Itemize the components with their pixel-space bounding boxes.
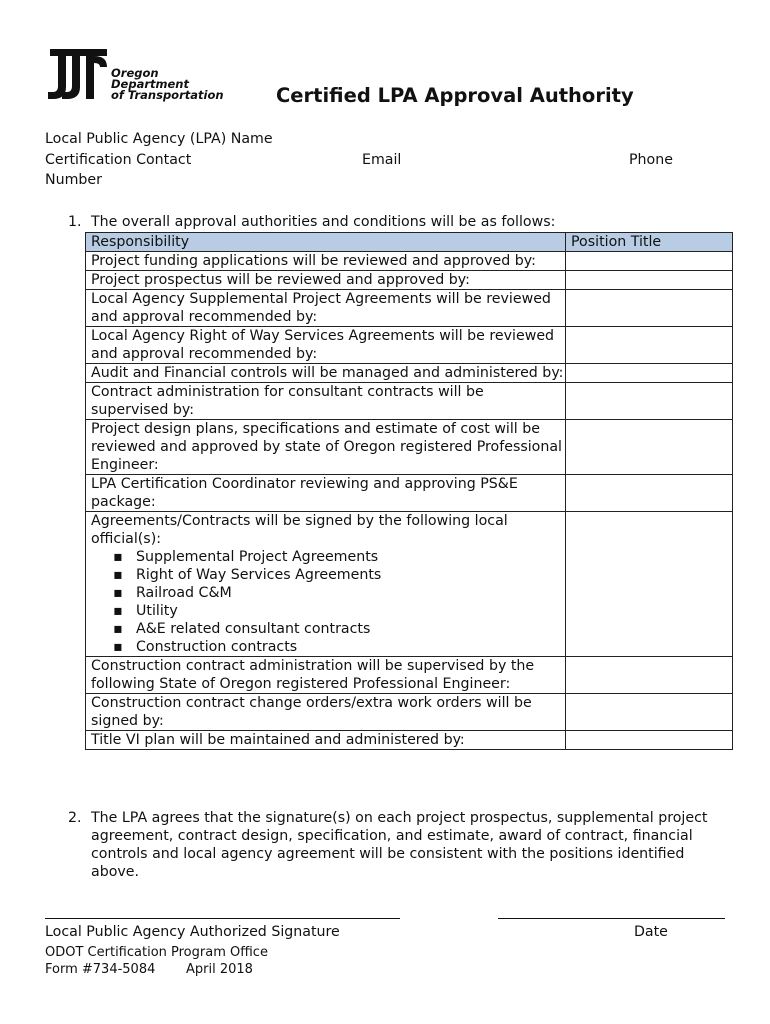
list-item: ▪ Utility [113, 602, 565, 620]
position-title-cell[interactable] [566, 731, 733, 750]
email-label: Email [362, 152, 402, 168]
position-title-cell[interactable] [566, 657, 733, 694]
number-label: Number [45, 172, 102, 188]
logo-text-department: Department [111, 77, 189, 91]
footer-office: ODOT Certification Program Office [45, 945, 268, 960]
responsibility-cell: Project funding applications will be reviewed and approved by: [86, 252, 566, 271]
date-label: Date [634, 924, 668, 940]
logo-text-oregon: Oregon [111, 66, 159, 80]
table-row [86, 383, 733, 420]
responsibility-cell: Project prospectus will be reviewed and approved by: [86, 271, 566, 290]
contract-types-list [91, 548, 565, 656]
date-line[interactable] [498, 918, 725, 919]
responsibility-cell: Construction contract change orders/extra work orders will be signed by: [86, 694, 566, 731]
certification-contact-label: Certification Contact [45, 152, 192, 168]
responsibility-column-header: Responsibility [86, 233, 566, 252]
logo-text-transportation: of Transportation [111, 88, 224, 102]
item-2-text: The LPA agrees that the signature(s) on each project prospectus, supplemental project agreement, contract design, specification, and estimate, award of contract, financial controls and local agency agreement will be consistent with the positions identified above. [91, 810, 708, 880]
table-header-row [86, 233, 733, 252]
position-title-cell[interactable] [566, 694, 733, 731]
responsibility-cell: LPA Certification Coordinator reviewing and approving PS&E package: [86, 475, 566, 512]
table-row [86, 327, 733, 364]
table-row [86, 657, 733, 694]
table-row [86, 731, 733, 750]
odot-logo [47, 47, 277, 105]
list-item: ▪ A&E related consultant contracts [113, 620, 565, 638]
position-title-column-header: Position Title [566, 233, 733, 252]
responsibility-cell: Title VI plan will be maintained and administered by: [86, 731, 566, 750]
phone-label: Phone [629, 152, 673, 168]
responsibility-cell: Construction contract administration will be supervised by the following State of Oregon registered Professional Engineer: [86, 657, 566, 694]
approval-authority-table [85, 232, 733, 750]
odot-logo-icon [47, 47, 109, 101]
position-title-cell[interactable] [566, 290, 733, 327]
table-row [86, 290, 733, 327]
item-2-number: 2. [68, 810, 82, 826]
footer-form-date: April 2018 [186, 962, 253, 977]
responsibility-cell: Local Agency Supplemental Project Agreements will be reviewed and approval recommended by: [86, 290, 566, 327]
table-row [86, 252, 733, 271]
table-row [86, 475, 733, 512]
position-title-cell[interactable] [566, 252, 733, 271]
signing-officials-text: Agreements/Contracts will be signed by the following local official(s): [91, 513, 508, 547]
table-row [86, 420, 733, 475]
position-title-cell[interactable] [566, 364, 733, 383]
item-1-text: The overall approval authorities and conditions will be as follows: [91, 214, 556, 230]
signature-label: Local Public Agency Authorized Signature [45, 924, 340, 940]
position-title-cell[interactable] [566, 512, 733, 657]
footer-form-number: Form #734-5084 [45, 962, 156, 977]
position-title-cell[interactable] [566, 383, 733, 420]
list-item: ▪ Right of Way Services Agreements [113, 566, 565, 584]
table-row [86, 694, 733, 731]
responsibility-cell: Local Agency Right of Way Services Agreements will be reviewed and approval recommended by: [86, 327, 566, 364]
list-item: ▪ Supplemental Project Agreements [113, 548, 565, 566]
responsibility-cell: Audit and Financial controls will be managed and administered by: [86, 364, 566, 383]
list-item: ▪ Construction contracts [113, 638, 565, 656]
position-title-cell[interactable] [566, 271, 733, 290]
table-row [86, 364, 733, 383]
responsibility-cell [86, 512, 566, 657]
responsibility-cell: Project design plans, specifications and estimate of cost will be reviewed and approved by state of Oregon registered Professional Engineer: [86, 420, 566, 475]
signature-line[interactable] [45, 918, 400, 919]
list-item: ▪ Railroad C&M [113, 584, 565, 602]
table-row [86, 271, 733, 290]
position-title-cell[interactable] [566, 475, 733, 512]
table-row [86, 512, 733, 657]
lpa-name-label: Local Public Agency (LPA) Name [45, 131, 273, 147]
position-title-cell[interactable] [566, 420, 733, 475]
item-1-number: 1. [68, 214, 82, 230]
position-title-cell[interactable] [566, 327, 733, 364]
responsibility-cell: Contract administration for consultant contracts will be supervised by: [86, 383, 566, 420]
document-title: Certified LPA Approval Authority [276, 84, 634, 107]
